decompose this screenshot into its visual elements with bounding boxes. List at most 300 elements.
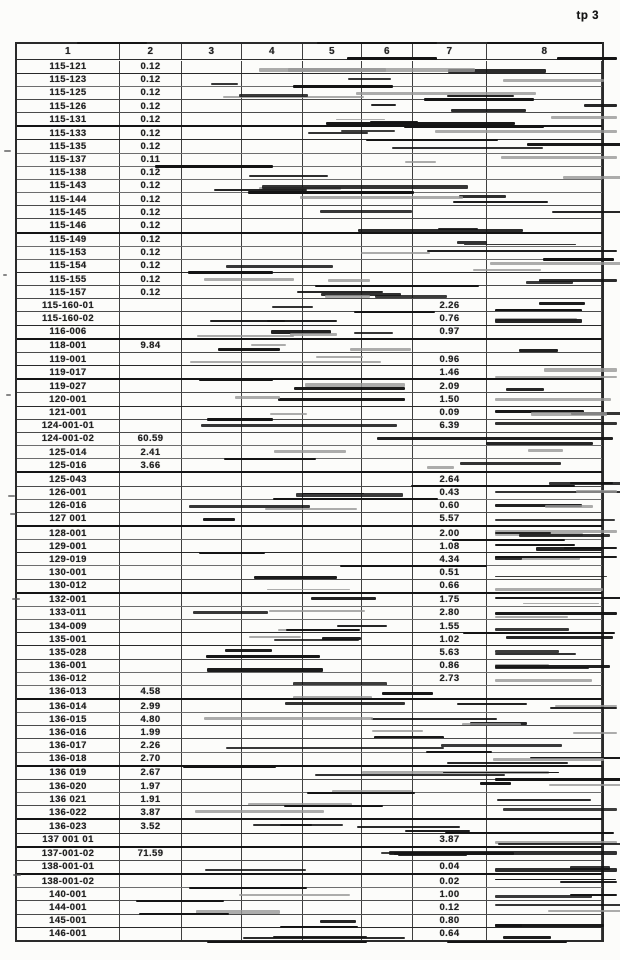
empty-cell [182,473,242,485]
col2-value-cell [120,580,182,592]
col7-value-cell: 0.64 [413,928,487,940]
empty-cell [303,607,362,619]
table-row [17,552,602,565]
empty-cell [362,527,413,539]
table-row [17,232,602,246]
row-id-cell: 115-125 [17,87,120,99]
empty-cell [487,620,602,632]
col7-value-cell [413,100,487,112]
row-id-cell: 115-144 [17,193,120,205]
empty-cell [182,540,242,552]
column-header-4: 4 [242,44,303,59]
empty-cell [303,633,362,645]
empty-cell [487,901,602,913]
empty-cell [362,140,413,152]
empty-cell [242,739,303,751]
col2-value-cell: 0.12 [120,167,182,179]
empty-cell [303,140,362,152]
row-id-cell: 130-012 [17,580,120,592]
empty-cell [242,553,303,565]
col7-value-cell [413,113,487,125]
empty-cell [303,473,362,485]
col7-value-cell [413,273,487,285]
empty-cell [182,848,242,860]
col7-value-cell: 1.46 [413,366,487,378]
col2-value-cell: 2.99 [120,700,182,712]
empty-cell [242,473,303,485]
table-row [17,900,602,913]
empty-cell [487,433,602,445]
col7-value-cell: 2.26 [413,299,487,311]
table-row [17,325,602,338]
empty-cell [303,580,362,592]
empty-cell [182,513,242,525]
empty-cell [487,580,602,592]
empty-cell [303,620,362,632]
empty-cell [242,407,303,419]
col2-value-cell: 9.84 [120,340,182,352]
empty-cell [242,875,303,887]
col2-value-cell [120,540,182,552]
empty-cell [362,607,413,619]
empty-cell [303,206,362,218]
table-row [17,672,602,685]
empty-cell [182,594,242,606]
empty-cell [362,234,413,246]
empty-cell [303,527,362,539]
empty-cell [487,700,602,712]
col7-value-cell [413,713,487,725]
table-row [17,805,602,818]
table-row [17,246,602,259]
empty-cell [487,206,602,218]
empty-cell [487,100,602,112]
table-header-row [17,44,602,60]
empty-cell [182,219,242,231]
empty-cell [487,673,602,685]
empty-cell [487,127,602,139]
col2-value-cell: 3.87 [120,806,182,818]
col7-value-cell: 0.80 [413,915,487,927]
row-id-cell: 115-154 [17,260,120,272]
table-row [17,392,602,405]
column-header-2: 2 [120,44,182,59]
empty-cell [487,459,602,471]
row-id-cell: 136-017 [17,739,120,751]
empty-cell [362,407,413,419]
empty-cell [182,780,242,792]
table-row [17,632,602,645]
col7-value-cell [413,286,487,298]
table-row [17,259,602,272]
empty-cell [303,806,362,818]
table-row [17,272,602,285]
empty-cell [242,127,303,139]
col7-value-cell [413,140,487,152]
empty-cell [242,193,303,205]
empty-cell [182,312,242,324]
col2-value-cell: 0.12 [120,74,182,86]
row-id-cell: 134-009 [17,620,120,632]
col7-value-cell: 0.60 [413,500,487,512]
col7-value-cell: 1.50 [413,393,487,405]
col2-value-cell [120,888,182,900]
col2-value-cell [120,566,182,578]
col2-value-cell: 2.41 [120,446,182,458]
col2-value-cell [120,487,182,499]
empty-cell [362,127,413,139]
empty-cell [362,928,413,940]
empty-cell [303,780,362,792]
empty-cell [487,928,602,940]
col7-value-cell: 0.66 [413,580,487,592]
table-row [17,712,602,725]
row-id-cell: 115-146 [17,219,120,231]
empty-cell [182,113,242,125]
empty-cell [242,527,303,539]
empty-cell [362,459,413,471]
scan-speck [4,150,11,152]
col7-value-cell [413,154,487,166]
empty-cell [303,154,362,166]
empty-cell [362,326,413,338]
col2-value-cell [120,834,182,846]
empty-cell [303,234,362,246]
table-row [17,738,602,751]
empty-cell [487,806,602,818]
row-id-cell: 130-001 [17,566,120,578]
empty-cell [487,286,602,298]
empty-cell [182,753,242,765]
empty-cell [242,726,303,738]
col7-value-cell [413,459,487,471]
empty-cell [242,286,303,298]
empty-cell [182,487,242,499]
empty-cell [242,767,303,779]
empty-cell [182,660,242,672]
col7-value-cell [413,806,487,818]
empty-cell [362,901,413,913]
empty-cell [362,739,413,751]
empty-cell [487,686,602,698]
col2-value-cell [120,407,182,419]
row-id-cell: 127 001 [17,513,120,525]
col2-value-cell: 0.12 [120,100,182,112]
empty-cell [242,686,303,698]
empty-cell [362,780,413,792]
col2-value-cell [120,380,182,392]
col7-value-cell: 2.80 [413,607,487,619]
empty-cell [487,299,602,311]
empty-cell [303,861,362,873]
empty-cell [303,299,362,311]
col2-value-cell [120,420,182,432]
table-row [17,99,602,112]
empty-cell [487,326,602,338]
empty-cell [182,247,242,259]
col7-value-cell [413,340,487,352]
empty-cell [303,393,362,405]
row-id-cell: 115-131 [17,113,120,125]
empty-cell [487,633,602,645]
col2-value-cell: 0.12 [120,219,182,231]
empty-cell [487,861,602,873]
empty-cell [182,446,242,458]
col7-value-cell [413,739,487,751]
empty-cell [303,646,362,658]
table-body [17,61,602,941]
empty-cell [362,87,413,99]
empty-cell [487,875,602,887]
table-row [17,406,602,419]
empty-cell [487,380,602,392]
table-row [17,860,602,873]
row-id-cell: 115-160-02 [17,312,120,324]
empty-cell [242,487,303,499]
row-id-cell: 115-155 [17,273,120,285]
table-row [17,218,602,231]
empty-cell [242,433,303,445]
empty-cell [242,607,303,619]
empty-cell [362,633,413,645]
empty-cell [303,312,362,324]
empty-cell [487,780,602,792]
table-row [17,73,602,86]
empty-cell [242,633,303,645]
table-row [17,285,602,298]
col2-value-cell: 0.12 [120,140,182,152]
row-id-cell: 119-017 [17,366,120,378]
empty-cell [487,407,602,419]
table-row [17,792,602,805]
row-id-cell: 137-001-02 [17,848,120,860]
col2-value-cell: 0.12 [120,113,182,125]
col7-value-cell: 2.73 [413,673,487,685]
table-row [17,205,602,218]
empty-cell [182,234,242,246]
empty-cell [242,620,303,632]
empty-cell [182,527,242,539]
empty-cell [242,580,303,592]
empty-cell [242,673,303,685]
data-table [15,42,604,942]
empty-cell [362,888,413,900]
empty-cell [182,713,242,725]
row-id-cell: 132-001 [17,594,120,606]
col2-value-cell [120,299,182,311]
empty-cell [362,380,413,392]
empty-cell [303,193,362,205]
row-id-cell: 115-135 [17,140,120,152]
col7-value-cell: 2.00 [413,527,487,539]
empty-cell [303,566,362,578]
col2-value-cell: 4.58 [120,686,182,698]
empty-cell [182,380,242,392]
col2-value-cell: 0.11 [120,154,182,166]
empty-cell [362,299,413,311]
empty-cell [303,433,362,445]
table-row [17,818,602,832]
empty-cell [182,553,242,565]
empty-cell [487,793,602,805]
empty-cell [303,753,362,765]
empty-cell [303,739,362,751]
empty-cell [362,594,413,606]
empty-cell [182,928,242,940]
col7-value-cell [413,87,487,99]
empty-cell [362,273,413,285]
empty-cell [362,167,413,179]
col7-value-cell [413,686,487,698]
table-row [17,311,602,324]
empty-cell [303,888,362,900]
empty-cell [487,247,602,259]
col7-value-cell [413,848,487,860]
row-id-cell: 136-012 [17,673,120,685]
empty-cell [182,686,242,698]
table-row [17,378,602,392]
empty-cell [362,113,413,125]
empty-cell [487,193,602,205]
empty-cell [487,834,602,846]
row-id-cell: 125-016 [17,459,120,471]
row-id-cell: 115-153 [17,247,120,259]
empty-cell [487,915,602,927]
empty-cell [242,540,303,552]
empty-cell [242,312,303,324]
empty-cell [362,806,413,818]
empty-cell [362,553,413,565]
empty-cell [242,87,303,99]
row-id-cell: 124-001-01 [17,420,120,432]
column-header-5: 5 [303,44,362,59]
empty-cell [362,834,413,846]
empty-cell [362,500,413,512]
empty-cell [242,646,303,658]
empty-cell [303,928,362,940]
empty-cell [303,380,362,392]
col2-value-cell [120,366,182,378]
empty-cell [362,180,413,192]
empty-cell [242,340,303,352]
empty-cell [362,420,413,432]
empty-cell [487,87,602,99]
empty-cell [487,140,602,152]
empty-cell [487,767,602,779]
col2-value-cell: 4.80 [120,713,182,725]
row-id-cell: 138-001-01 [17,861,120,873]
empty-cell [303,673,362,685]
col2-value-cell: 0.12 [120,193,182,205]
empty-cell [182,739,242,751]
row-id-cell: 135-001 [17,633,120,645]
empty-cell [182,875,242,887]
table-row [17,112,602,125]
col7-value-cell [413,180,487,192]
col7-value-cell [413,61,487,73]
row-id-cell: 136-023 [17,820,120,832]
empty-cell [182,793,242,805]
empty-cell [362,861,413,873]
row-id-cell: 118-001 [17,340,120,352]
table-row [17,365,602,378]
empty-cell [242,928,303,940]
empty-cell [362,566,413,578]
empty-cell [182,167,242,179]
empty-cell [242,915,303,927]
empty-cell [362,713,413,725]
col7-value-cell [413,193,487,205]
row-id-cell: 146-001 [17,928,120,940]
column-header-6: 6 [362,44,413,59]
empty-cell [487,312,602,324]
empty-cell [362,193,413,205]
empty-cell [487,888,602,900]
row-id-cell: 144-001 [17,901,120,913]
empty-cell [242,140,303,152]
empty-cell [242,713,303,725]
empty-cell [303,848,362,860]
row-id-cell: 125-014 [17,446,120,458]
table-row [17,298,602,311]
page-corner-label: tp 3 [576,10,599,22]
col7-value-cell: 0.43 [413,487,487,499]
col2-value-cell: 1.99 [120,726,182,738]
empty-cell [182,700,242,712]
row-id-cell: 126-001 [17,487,120,499]
col7-value-cell: 0.02 [413,875,487,887]
col2-value-cell: 0.12 [120,206,182,218]
col7-value-cell: 6.39 [413,420,487,432]
empty-cell [362,673,413,685]
empty-cell [303,113,362,125]
empty-cell [242,234,303,246]
row-id-cell: 115-145 [17,206,120,218]
col2-value-cell [120,620,182,632]
empty-cell [303,875,362,887]
empty-cell [362,260,413,272]
empty-cell [242,888,303,900]
empty-cell [362,686,413,698]
row-id-cell: 140-001 [17,888,120,900]
empty-cell [303,61,362,73]
empty-cell [487,500,602,512]
empty-cell [242,700,303,712]
empty-cell [362,875,413,887]
empty-cell [182,299,242,311]
col7-value-cell: 0.12 [413,901,487,913]
column-header-7: 7 [413,44,487,59]
table-row [17,471,602,485]
row-id-cell: 136-013 [17,686,120,698]
empty-cell [487,219,602,231]
empty-cell [303,594,362,606]
empty-cell [303,700,362,712]
row-id-cell: 135-028 [17,646,120,658]
empty-cell [362,580,413,592]
empty-cell [303,500,362,512]
col2-value-cell [120,875,182,887]
empty-cell [242,61,303,73]
col2-value-cell: 2.26 [120,739,182,751]
empty-cell [303,726,362,738]
row-id-cell: 115-149 [17,234,120,246]
empty-cell [182,100,242,112]
col2-value-cell [120,901,182,913]
empty-cell [303,247,362,259]
empty-cell [362,366,413,378]
empty-cell [242,299,303,311]
